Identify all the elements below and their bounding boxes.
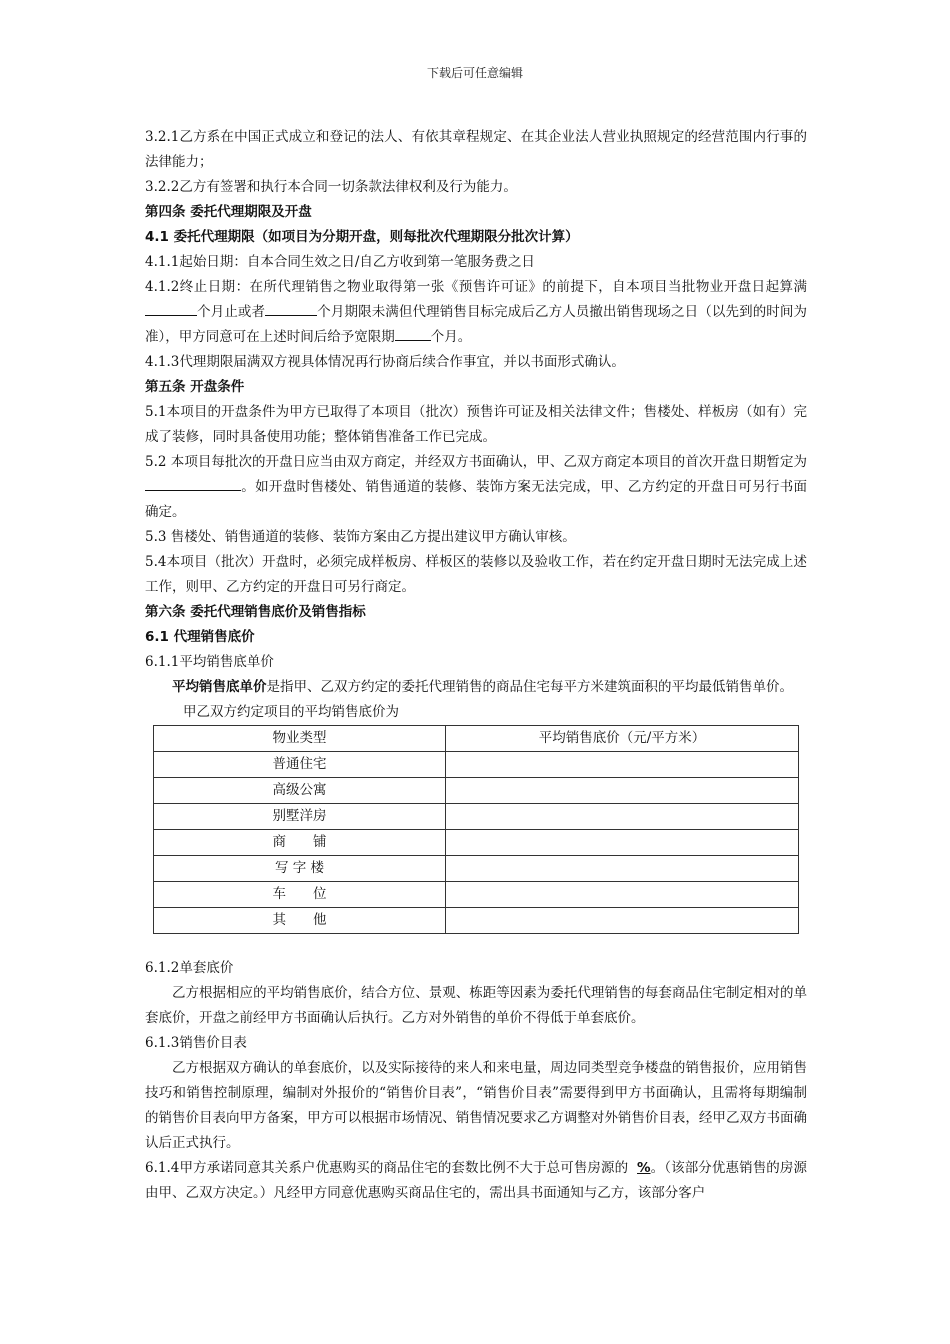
clause-4-1-1: 4.1.1起始日期：自本合同生效之日/自乙方收到第一笔服务费之日 bbox=[145, 254, 535, 270]
table-row bbox=[154, 778, 799, 804]
blank-grace-months[interactable] bbox=[395, 325, 431, 341]
clause-6-1-3-body: 乙方根据双方确认的单套底价，以及实际接待的来人和来电量，周边同类型竞争楼盘的销售报价，应用销售技巧和销售控制原理，编制对外报价的“销售价目表”，“销售价目表”需要得到甲方书面确认，且需将每期编制的销售价目表向甲方备案，甲方可以根据市场情况、销售情况要求乙方调整对外销售价目表，经甲乙双方书面确认后正式执行。 bbox=[145, 1060, 807, 1151]
clause-4-1-2-text-c: 个月期限未满但代理销售目标完成后乙方人员撤出销售现场之日（以先到的时间为准），甲方同意可在上述时间后给予宽限期 bbox=[145, 304, 808, 345]
clause-3-2-1: 3.2.1乙方系在中国正式成立和登记的法人、有依其章程规定、在其企业法人营业执照规定的经营范围内行事的法律能力； bbox=[145, 129, 807, 170]
price-cell[interactable] bbox=[446, 804, 799, 830]
clause-5-2-text-a: 5.2 本项目每批次的开盘日应当由双方商定，并经双方书面确认，甲、乙双方商定本项目的首次开盘日期暂定为 bbox=[145, 454, 807, 470]
price-cell[interactable] bbox=[446, 856, 799, 882]
spacer bbox=[145, 934, 807, 956]
clause-5-3: 5.3 售楼处、销售通道的装修、装饰方案由乙方提出建议甲方确认审核。 bbox=[145, 529, 576, 545]
blank-months-2[interactable] bbox=[265, 300, 317, 316]
clause-5-2 bbox=[145, 450, 807, 525]
clause-4-1-2 bbox=[145, 275, 807, 350]
table-row bbox=[154, 882, 799, 908]
clause-4-1-2-text-a: 4.1.2终止日期：在所代理销售之物业取得第一张《预售许可证》的前提下，自本项目当批物业开盘日起算满 bbox=[145, 279, 807, 295]
clause-6-1-4-text-b: 。（该部分优惠销售的房源由甲、乙双方决定。）凡经甲方同意优惠购买商品住宅的，需出具书面通知与乙方，该部分客户 bbox=[145, 1160, 807, 1201]
price-cell[interactable] bbox=[446, 752, 799, 778]
clause-5-4: 5.4本项目（批次）开盘时，必须完成样板房、样板区的装修以及验收工作，若在约定开盘日期时无法完成上述工作，则甲、乙方约定的开盘日可另行商定。 bbox=[145, 554, 807, 595]
section-4-1-heading: 4.1 委托代理期限（如项目为分期开盘，则每批次代理期限分批次计算） bbox=[145, 229, 579, 245]
row-label: 写 字 楼 bbox=[154, 856, 446, 882]
row-label: 其 他 bbox=[154, 908, 446, 934]
article-6-heading: 第六条 委托代理销售底价及销售指标 bbox=[145, 604, 366, 620]
clause-6-1-3: 6.1.3销售价目表 bbox=[145, 1035, 247, 1051]
clause-3-2-2: 3.2.2乙方有签署和执行本合同一切条款法律权利及行为能力。 bbox=[145, 179, 517, 195]
header-property-type: 物业类型 bbox=[154, 726, 446, 752]
article-4-heading: 第四条 委托代理期限及开盘 bbox=[145, 204, 312, 220]
table-row bbox=[154, 830, 799, 856]
blank-opening-date[interactable] bbox=[145, 475, 241, 491]
table-row bbox=[154, 804, 799, 830]
table-title: 甲乙双方约定项目的平均销售底价为 bbox=[183, 704, 399, 720]
page-header-note: 下载后可任意编辑 bbox=[426, 66, 523, 80]
price-cell[interactable] bbox=[446, 830, 799, 856]
price-cell[interactable] bbox=[446, 778, 799, 804]
clause-6-1-4-text-a: 6.1.4甲方承诺同意其关系户优惠购买的商品住宅的套数比例不大于总可售房源的 bbox=[145, 1160, 629, 1176]
price-cell[interactable] bbox=[446, 882, 799, 908]
clause-5-1: 5.1本项目的开盘条件为甲方已取得了本项目（批次）预售许可证及相关法律文件；售楼处、样板房（如有）完成了装修，同时具备使用功能；整体销售准备工作已完成。 bbox=[145, 404, 807, 445]
term-average-floor-price: 平均销售底单价 bbox=[172, 679, 267, 695]
clause-6-1-2-body: 乙方根据相应的平均销售底价，结合方位、景观、栋距等因素为委托代理销售的每套商品住宅制定相对的单套底价，开盘之前经甲方书面确认后执行。乙方对外销售的单价不得低于单套底价。 bbox=[145, 985, 807, 1026]
blank-percentage[interactable]: % bbox=[637, 1160, 651, 1176]
row-label: 商 铺 bbox=[154, 830, 446, 856]
header-average-price: 平均销售底价（元/平方米） bbox=[446, 726, 799, 752]
clause-4-1-2-text-b: 个月止或者 bbox=[197, 304, 266, 320]
price-cell[interactable] bbox=[446, 908, 799, 934]
table-header-row bbox=[154, 726, 799, 752]
document-body bbox=[145, 125, 807, 1206]
clause-6-1-2: 6.1.2单套底价 bbox=[145, 960, 234, 976]
row-label: 别墅洋房 bbox=[154, 804, 446, 830]
row-label: 普通住宅 bbox=[154, 752, 446, 778]
clause-6-1-1-definition bbox=[145, 675, 807, 700]
clause-4-1-2-text-d: 个月。 bbox=[430, 329, 472, 345]
table-row bbox=[154, 752, 799, 778]
clause-5-2-text-b: 。如开盘时售楼处、销售通道的装修、装饰方案无法完成，甲、乙方约定的开盘日可另行书面确定。 bbox=[145, 479, 807, 520]
table-row bbox=[154, 856, 799, 882]
clause-6-1-1: 6.1.1平均销售底单价 bbox=[145, 654, 274, 670]
table-row bbox=[154, 908, 799, 934]
article-5-heading: 第五条 开盘条件 bbox=[145, 379, 245, 395]
row-label: 车 位 bbox=[154, 882, 446, 908]
row-label: 高级公寓 bbox=[154, 778, 446, 804]
floor-price-table bbox=[153, 725, 799, 934]
section-6-1-heading: 6.1 代理销售底价 bbox=[145, 629, 255, 645]
clause-6-1-4 bbox=[145, 1156, 807, 1206]
clause-4-1-3: 4.1.3代理期限届满双方视具体情况再行协商后续合作事宜，并以书面形式确认。 bbox=[145, 354, 625, 370]
definition-text: 是指甲、乙双方约定的委托代理销售的商品住宅每平方米建筑面积的平均最低销售单价。 bbox=[266, 679, 793, 695]
blank-months-1[interactable] bbox=[145, 300, 197, 316]
